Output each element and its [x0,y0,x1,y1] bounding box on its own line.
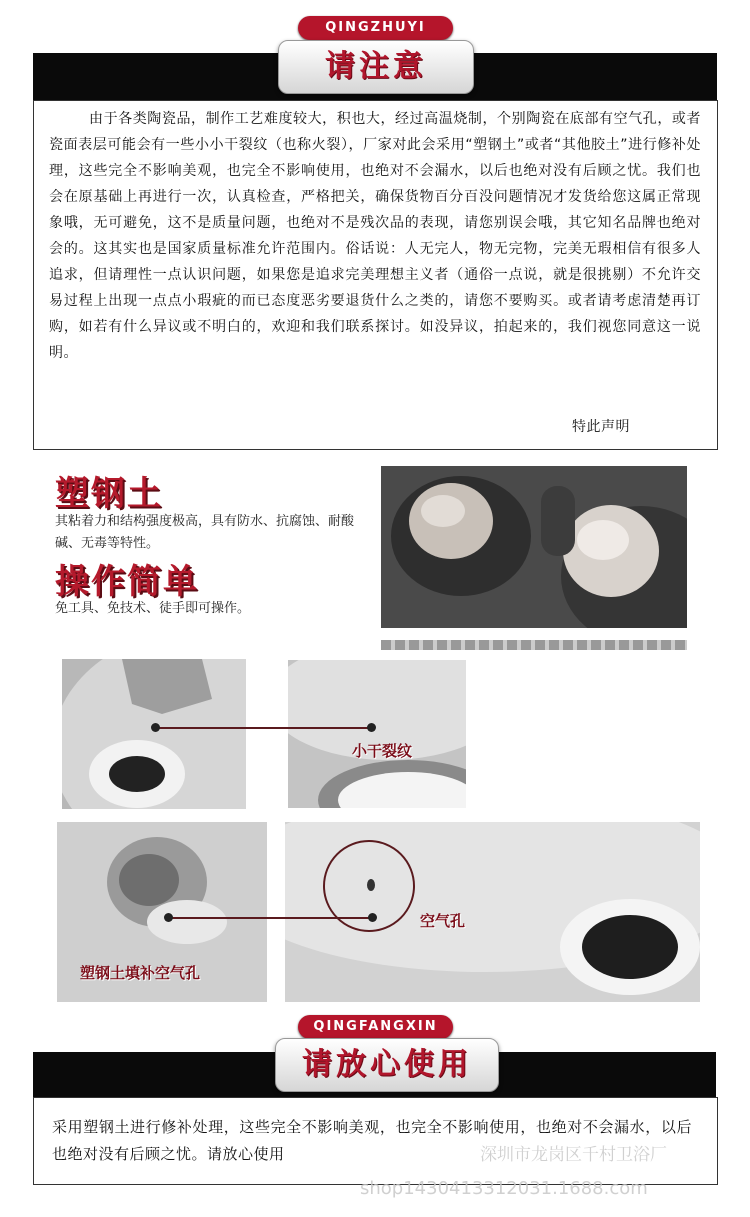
putty-hands-image [381,466,687,628]
footer-title: 请放心使用 [275,1038,499,1092]
easy-operation-title: 操作简单 [55,562,199,602]
watermark-shop-url: shop1430413312031.1688.com [360,1178,648,1199]
crack-label: 小干裂纹 [352,742,413,760]
sink-crack-closeup-image [288,660,466,808]
fill-dot-left [164,913,173,922]
crack-dot-right [367,723,376,732]
crack-connector-line [155,727,372,729]
easy-operation-description: 免工具、免技术、徒手即可操作。 [55,601,251,616]
footer-text: 采用塑钢土进行修补处理，这些完全不影响美观，也完全不影响使用，也绝对不会漏水，以后也绝对没有后顾之忧。请放心使用 [52,1118,692,1163]
header-title: 请注意 [278,40,474,94]
fill-label: 塑钢土填补空气孔 [80,964,201,982]
notice-signature: 特此声明 [572,419,630,435]
watermark-shop-name: 深圳市龙岗区千村卫浴厂 [480,1145,667,1165]
fill-connector-line [168,917,373,919]
hole-label: 空气孔 [420,912,466,930]
putty-title: 塑钢土 [55,474,163,514]
notice-paragraph: 由于各类陶瓷品，制作工艺难度较大，积也大，经过高温烧制，个别陶瓷在底部有空气孔，或者瓷面表层可能会有一些小小干裂纹（也称火裂），厂家对此会采用“塑钢土”或者“其他胶土”进行修补处理，这些完全不影响美观，也完全不影响使用，也绝对不会漏水，以后也绝对没有后顾之忧。我们也会在原基础上再进行一次，认真检查，严格把关，确保货物百分百没问题情况才发货给您这属正常现象哦，无可避免，这不是质量问题，也绝对不是残次品的表现，请您别误会哦，其它知名品牌也绝对会的。这其实也是国家质量标准允许范围内。俗话说：人无完人，物无完物，完美无瑕相信有很多人追求，但请理性一点认识问题，如果您是追求完美理想主义者（通俗一点说，就是很挑剔）不允许交易过程上出现一点点小瑕疵的而已态度恶劣要退货什么之类的，请您不要购买。或者请考虑清楚再订购，如若有什么异议或不明白的，欢迎和我们联系探讨。如没异议，拍起来的，我们视您同意这一说明。 [49,111,701,361]
header-pill: QINGZHUYI [298,16,453,40]
sink-drain-finger-image [62,659,246,809]
putty-description: 其粘着力和结构强度极高，具有防水、抗腐蚀、耐酸碱、无毒等特性。 [55,514,355,551]
putty-hands-photo [381,466,687,628]
notice-box [33,100,718,450]
crack-photo-left [62,659,246,809]
crack-photo-right [288,660,466,808]
footer-pill: QINGFANGXIN [298,1015,453,1039]
fill-dot-right [368,913,377,922]
crack-dot-left [151,723,160,732]
photo-shadow-strip [381,640,687,650]
